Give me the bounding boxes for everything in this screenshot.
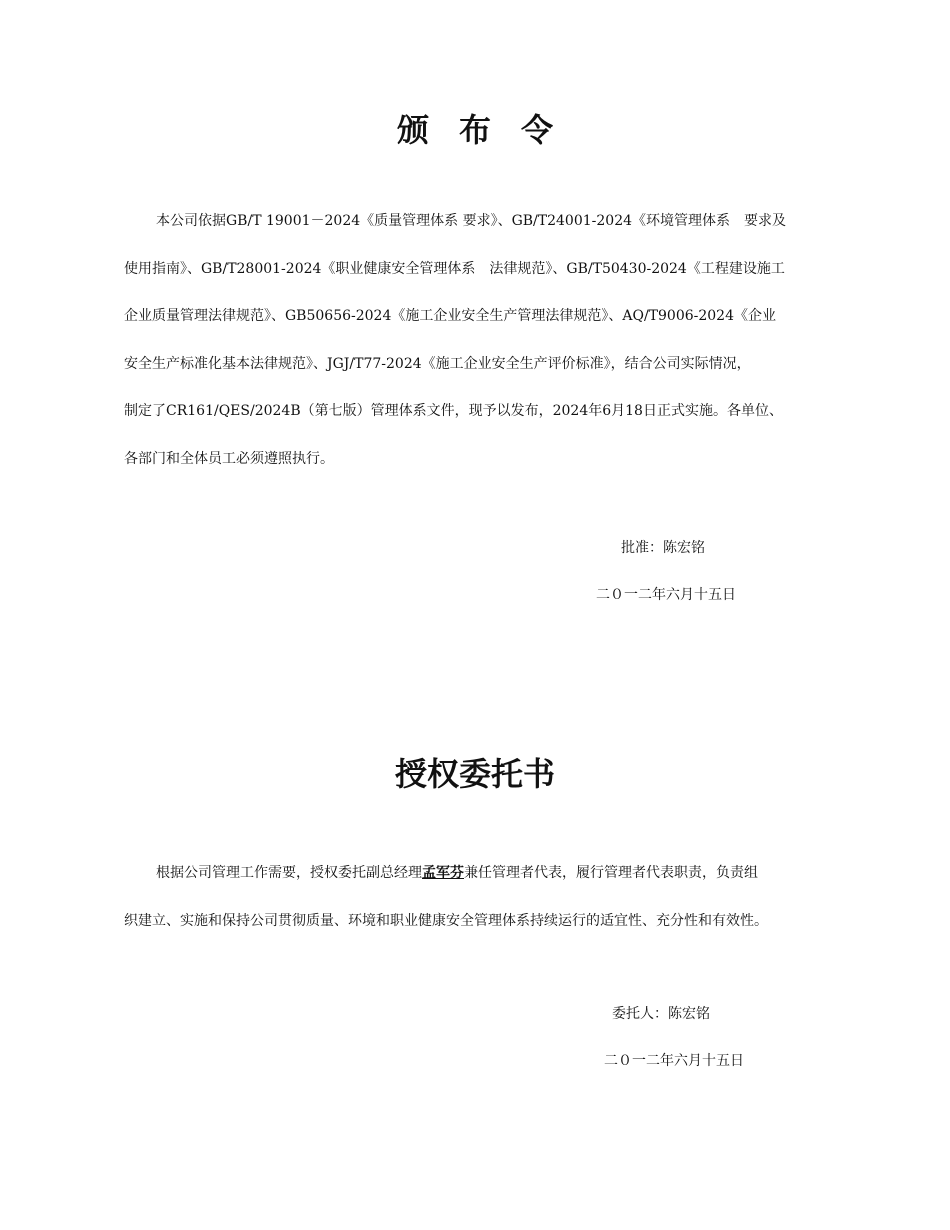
decree-date: 二０一二年六月十五日 [596, 587, 736, 603]
authorization-principal: 委托人：陈宏铭 [612, 1006, 710, 1022]
decree-title: 颁布令 [396, 111, 583, 149]
authorization-body [124, 850, 864, 945]
decree-line-1: 本公司依据GB/T 19001－2024《质量管理体系 要求》、GB/T24001-2024《环境管理体系 要求及 [156, 213, 787, 229]
authorization-date: 二０一二年六月十五日 [604, 1053, 744, 1069]
decree-line-3: 企业质量管理法律规范》、GB50656-2024《施工企业安全生产管理法律规范》、AQ/T9006-2024《企业 [124, 308, 776, 324]
decree-line-5: 制定了CR161/QES/2024B（第七版）管理体系文件，现予以发布，2024年6月18日正式实施。各单位、 [124, 403, 783, 419]
authorization-title: 授权委托书 [394, 755, 555, 793]
authorization-line-1 [124, 850, 864, 898]
authorization-text-after-name: 兼任管理者代表，履行管理者代表职责，负责组 [464, 865, 758, 881]
decree-line-6: 各部门和全体员工必须遵照执行。 [124, 450, 334, 467]
decree-line-2: 使用指南》、GB/T28001-2024《职业健康安全管理体系 法律规范》、GB/T50430-2024《工程建设施工 [124, 260, 785, 277]
authorization-text-before-name: 根据公司管理工作需要，授权委托副总经理 [156, 865, 422, 881]
authorization-line-2: 织建立、实施和保持公司贯彻质量、环境和职业健康安全管理体系持续运行的适宜性、充分性和有效性。 [124, 912, 768, 929]
decree-approver: 批准：陈宏铭 [621, 540, 705, 556]
decree-line-4: 安全生产标准化基本法律规范》、JGJ/T77-2024《施工企业安全生产评价标准》，结合公司实际情况， [124, 355, 751, 372]
decree-body [124, 198, 864, 483]
representative-name: 孟军芬 [422, 865, 464, 881]
